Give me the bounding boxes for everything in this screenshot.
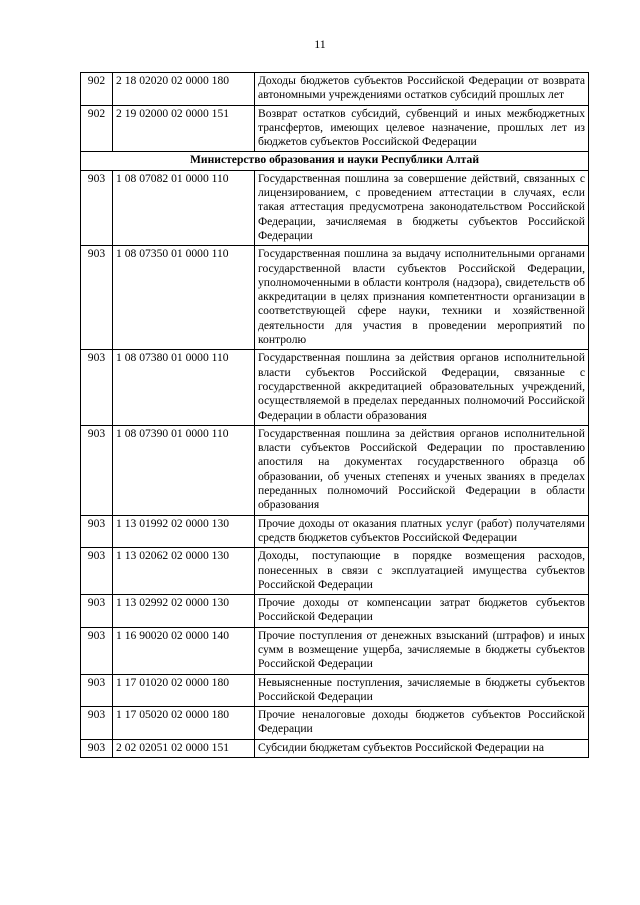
revenue-name-cell: Возврат остатков субсидий, субвенций и иных межбюджетных трансфертов, имеющих целевое назначение, прошлых лет из бюджетов субъектов Российской Федерации (255, 105, 589, 152)
revenue-name-cell: Невыясненные поступления, зачисляемые в бюджеты субъектов Российской Федерации (255, 674, 589, 707)
revenue-code-cell: 1 08 07082 01 0000 110 (113, 170, 255, 245)
revenue-codes-table (80, 72, 589, 758)
admin-code-cell: 902 (81, 105, 113, 152)
revenue-name-cell: Прочие доходы от компенсации затрат бюджетов субъектов Российской Федерации (255, 595, 589, 628)
revenue-code-cell: 2 18 02020 02 0000 180 (113, 73, 255, 106)
table-row (81, 73, 589, 106)
revenue-code-cell: 2 19 02000 02 0000 151 (113, 105, 255, 152)
revenue-code-cell: 1 16 90020 02 0000 140 (113, 627, 255, 674)
admin-code-cell: 903 (81, 350, 113, 425)
revenue-name-cell: Доходы бюджетов субъектов Российской Федерации от возврата автономными учреждениями остатков субсидий прошлых лет (255, 73, 589, 106)
revenue-name-cell: Доходы, поступающие в порядке возмещения расходов, понесенных в связи с эксплуатацией имущества субъектов Российской Федерации (255, 548, 589, 595)
table-row (81, 627, 589, 674)
revenue-name-cell: Субсидии бюджетам субъектов Российской Федерации на (255, 739, 589, 757)
revenue-name-cell: Государственная пошлина за действия органов исполнительной власти субъектов Российской Федерации, связанные с государственной аккредитацией образовательных учреждений, осуществляемой в пределах переданных полномочий Российской Федерации в области образования (255, 350, 589, 425)
admin-code-cell: 903 (81, 595, 113, 628)
revenue-code-cell: 1 08 07380 01 0000 110 (113, 350, 255, 425)
revenue-name-cell: Государственная пошлина за действия органов исполнительной власти субъектов Российской Федерации по проставлению апостиля на документах государственного образца об образовании, об ученых степенях и ученых званиях в пределах переданных полномочий Российской Федерации в области образования (255, 425, 589, 515)
admin-code-cell: 903 (81, 674, 113, 707)
revenue-code-cell: 2 02 02051 02 0000 151 (113, 739, 255, 757)
table-row (81, 350, 589, 425)
table-row (81, 674, 589, 707)
table-row (81, 515, 589, 548)
revenue-code-cell: 1 08 07350 01 0000 110 (113, 246, 255, 350)
admin-code-cell: 903 (81, 246, 113, 350)
admin-code-cell: 903 (81, 627, 113, 674)
revenue-code-cell: 1 13 02062 02 0000 130 (113, 548, 255, 595)
revenue-code-cell: 1 17 05020 02 0000 180 (113, 707, 255, 740)
table-row (81, 170, 589, 245)
admin-code-cell: 903 (81, 707, 113, 740)
table-row (81, 425, 589, 515)
page-number: 11 (314, 37, 326, 51)
table-row (81, 246, 589, 350)
revenue-name-cell: Государственная пошлина за выдачу исполнительными органами государственной власти субъектов Российской Федерации, уполномоченными в области контроля (надзора), свидетельств об аккредитации в целях признания компетентности организации в соответствующей сфере науки, техники и хозяйственной деятельности для участия в проведении мероприятий по контролю (255, 246, 589, 350)
admin-code-cell: 903 (81, 170, 113, 245)
revenue-name-cell: Прочие неналоговые доходы бюджетов субъектов Российской Федерации (255, 707, 589, 740)
admin-code-cell: 903 (81, 548, 113, 595)
admin-code-cell: 903 (81, 425, 113, 515)
section-header-row (81, 152, 589, 170)
table-row (81, 105, 589, 152)
section-title: Министерство образования и науки Республики Алтай (81, 152, 589, 170)
table-row (81, 548, 589, 595)
admin-code-cell: 902 (81, 73, 113, 106)
table-row (81, 739, 589, 757)
admin-code-cell: 903 (81, 739, 113, 757)
revenue-code-cell: 1 17 01020 02 0000 180 (113, 674, 255, 707)
revenue-code-cell: 1 08 07390 01 0000 110 (113, 425, 255, 515)
revenue-code-cell: 1 13 01992 02 0000 130 (113, 515, 255, 548)
table-row (81, 707, 589, 740)
table-row (81, 595, 589, 628)
revenue-name-cell: Государственная пошлина за совершение действий, связанных с лицензированием, с проведением аттестации в случаях, если такая аттестация предусмотрена законодательством Российской Федерации, зачисляемая в бюджеты субъектов Российской Федерации (255, 170, 589, 245)
revenue-name-cell: Прочие поступления от денежных взысканий (штрафов) и иных сумм в возмещение ущерба, зачисляемые в бюджеты субъектов Российской Федерации (255, 627, 589, 674)
table-body (81, 73, 589, 758)
revenue-code-cell: 1 13 02992 02 0000 130 (113, 595, 255, 628)
revenue-name-cell: Прочие доходы от оказания платных услуг (работ) получателями средств бюджетов субъектов Российской Федерации (255, 515, 589, 548)
admin-code-cell: 903 (81, 515, 113, 548)
